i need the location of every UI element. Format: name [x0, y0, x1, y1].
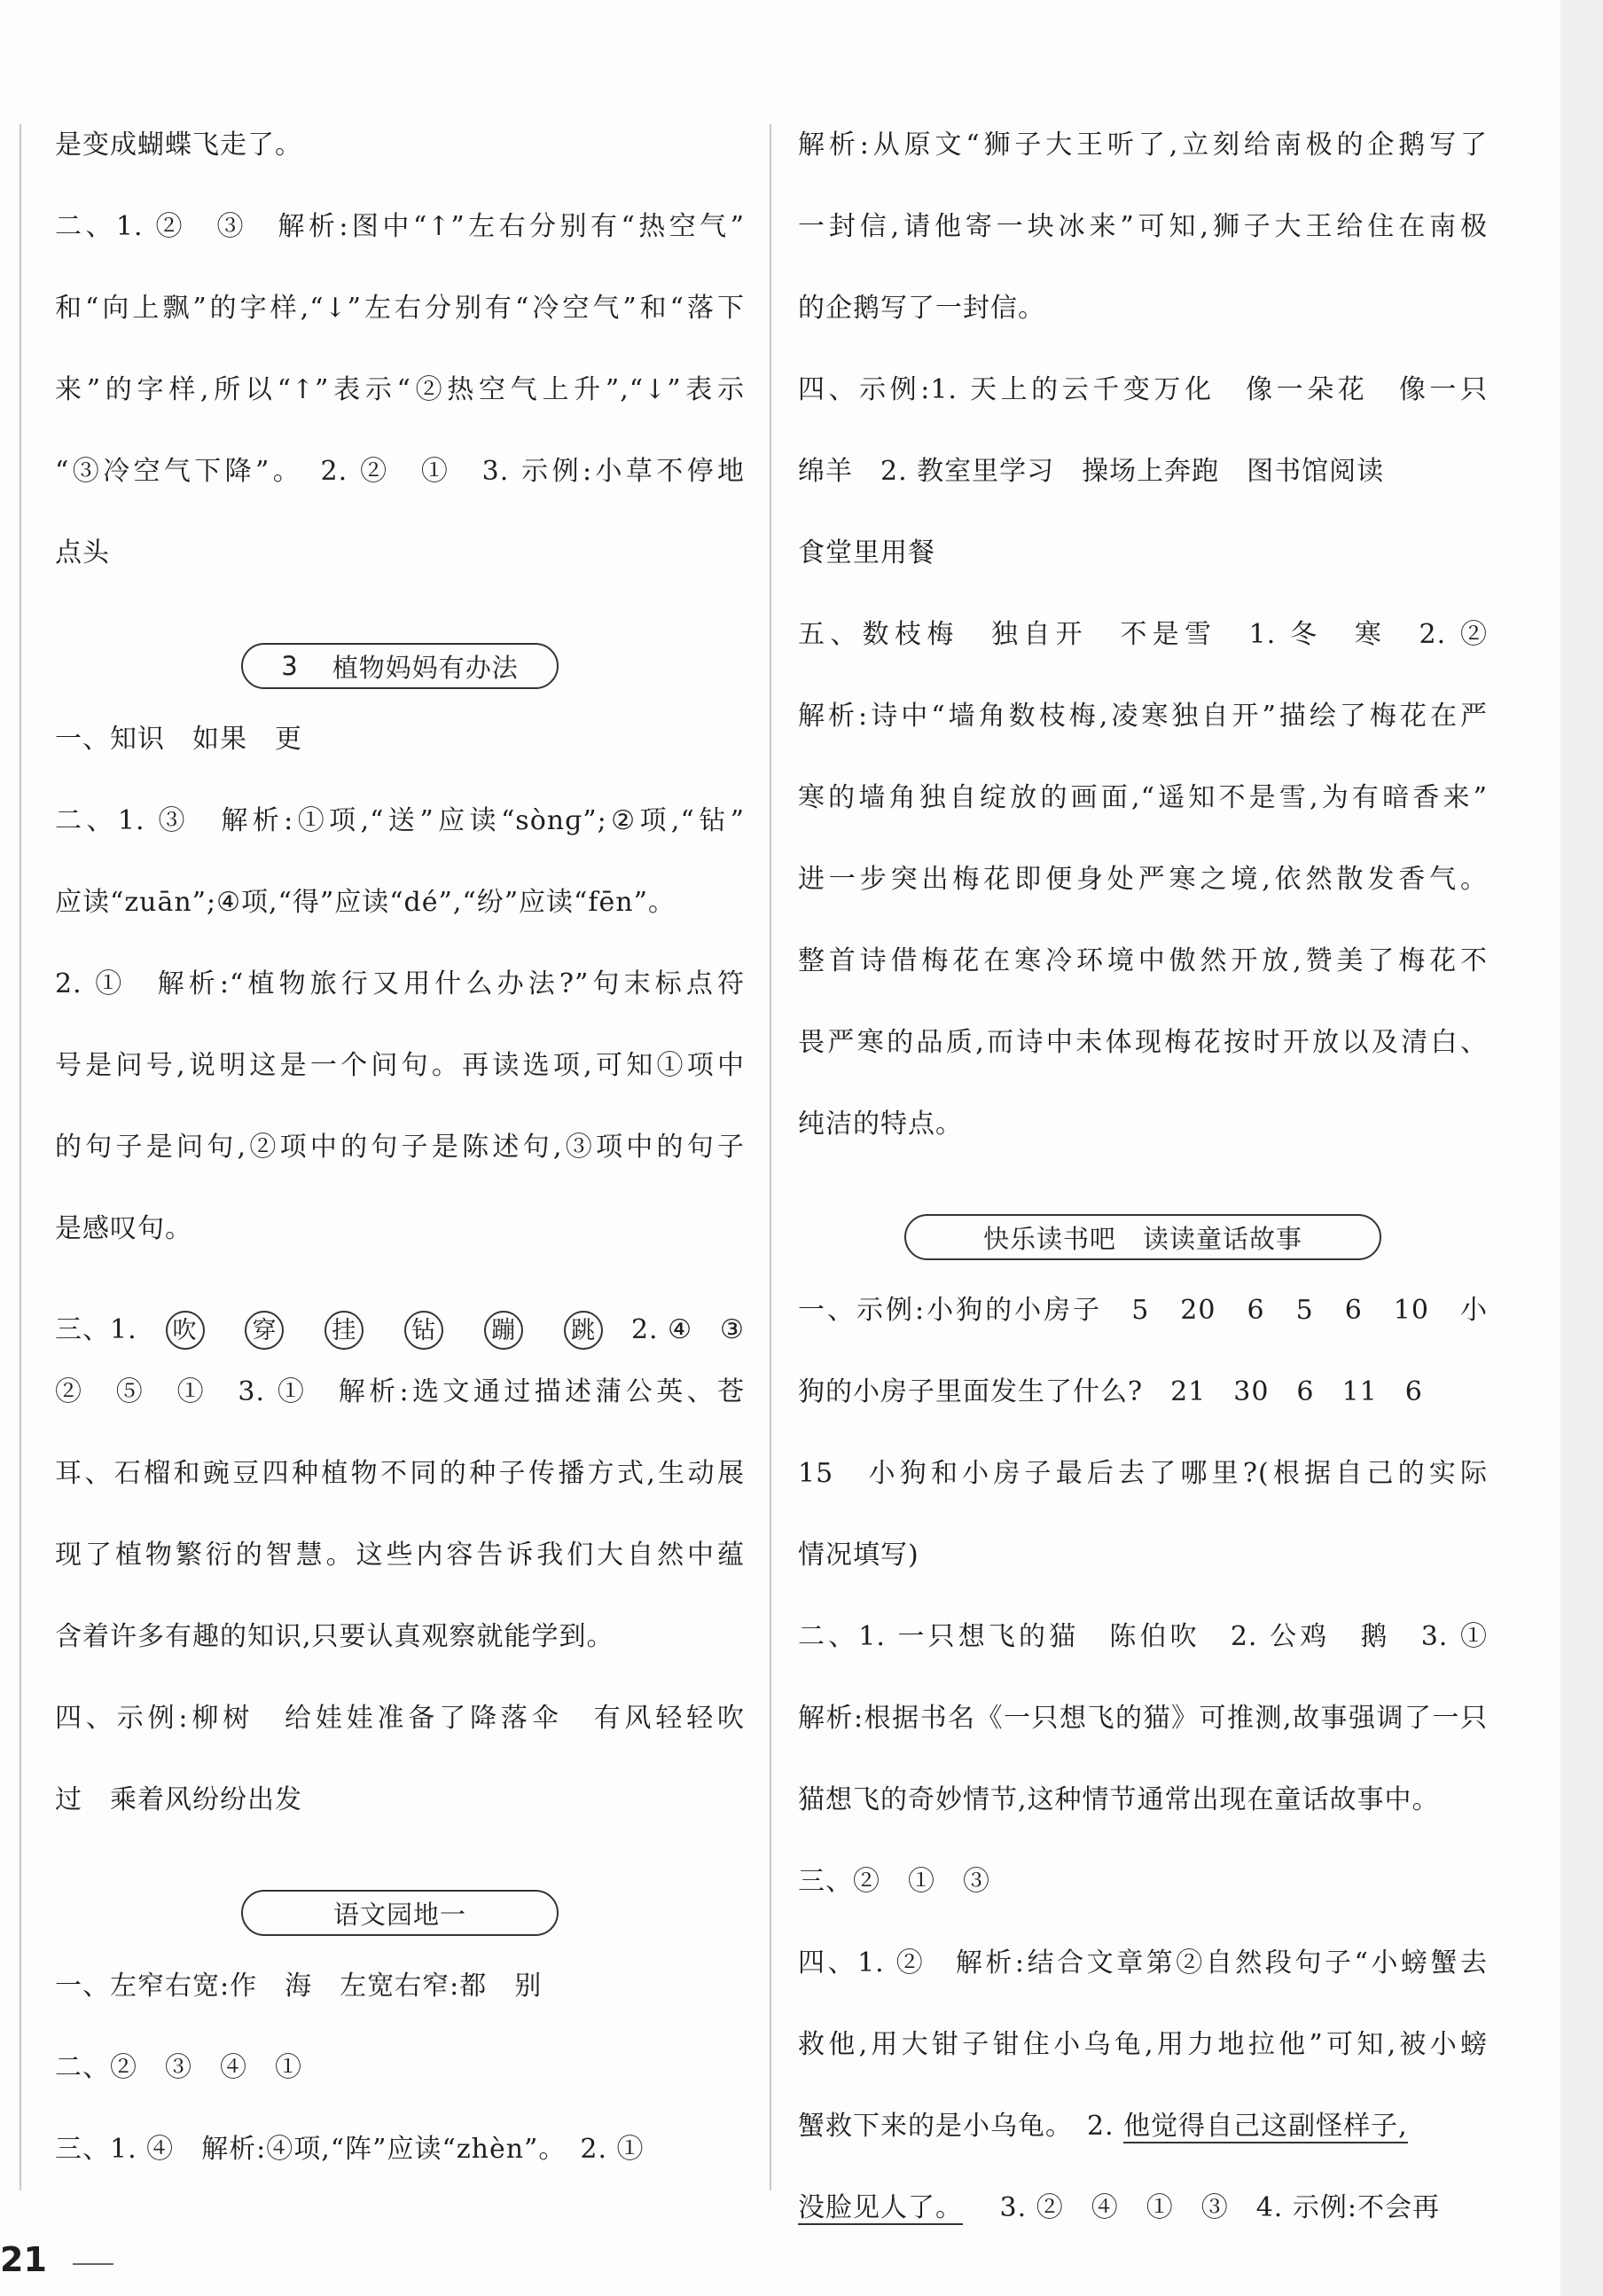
right-column [798, 124, 1488, 2269]
text-line: 是感叹句。 [55, 1213, 192, 1244]
left-margin-rule [20, 124, 21, 2190]
text-line: 过 乘着风纷纷出发 [55, 1784, 302, 1815]
text-line: 含着许多有趣的知识,只要认真观察就能学到。 [55, 1621, 614, 1652]
text-line-prefix: 三、1. [55, 1314, 137, 1345]
text-line: 一、示例:小狗的小房子 5 20 6 5 6 10 小 [798, 1295, 1488, 1326]
circled-answer-line [55, 1289, 745, 1371]
text-line: 情况填写) [798, 1540, 919, 1571]
section-title: 植物妈妈有办法 [332, 652, 519, 683]
text-line: 三、1. ④ 解析:④项,“阵”应读“zhèn”。 2. ① [55, 2134, 645, 2165]
circled-character: 蹦 [484, 1311, 523, 1350]
text-line: 食堂里用餐 [798, 537, 935, 568]
text-line: 2. ① 解析:“植物旅行又用什么办法?”句末标点符 [55, 968, 745, 999]
text-line: 一、左窄右宽:作 海 左宽右窄:都 别 [55, 1971, 543, 2002]
page-number-dash [73, 2263, 113, 2265]
page-number: 21 [0, 2240, 47, 2279]
text-line: 四、1. ② 解析:结合文章第②自然段句子“小螃蟹去 [798, 1947, 1488, 1979]
text-line: 解析:诗中“墙角数枝梅,凌寒独自开”描绘了梅花在严 [798, 701, 1488, 732]
section-heading-wrap [55, 614, 745, 718]
text-span: 蟹救下来的是小乌龟。 2. [798, 2111, 1114, 2142]
circled-character: 挂 [325, 1311, 364, 1350]
text-line: “③冷空气下降”。 2. ② ① 3. 示例:小草不停地 [55, 456, 745, 487]
section-heading [241, 1890, 559, 1936]
text-line [798, 2187, 1488, 2269]
section-number: 3 [281, 651, 299, 681]
text-line: 二、1. 一只想飞的猫 陈伯吹 2. 公鸡 鹅 3. ① [798, 1621, 1488, 1652]
section-title: 语文园地一 [332, 1899, 466, 1930]
text-line: 二、1. ② ③ 解析:图中“↑”左右分别有“热空气” [55, 211, 745, 242]
section-heading-wrap [798, 1185, 1488, 1289]
section-heading [904, 1214, 1381, 1260]
text-line: 来”的字样,所以“↑”表示“②热空气上升”,“↓”表示 [55, 374, 745, 405]
text-line: 解析:从原文“狮子大王听了,立刻给南极的企鹅写了 [798, 129, 1488, 161]
text-line: 的句子是问句,②项中的句子是陈述句,③项中的句子 [55, 1132, 745, 1163]
text-span: 3. ② ④ ① ③ 4. 示例:不会再 [972, 2192, 1440, 2223]
text-line: 狗的小房子里面发生了什么? 21 30 6 11 6 [798, 1376, 1423, 1407]
circled-character: 跳 [564, 1311, 603, 1350]
underlined-answer: 没脸见人了。 [798, 2192, 963, 2223]
circled-character: 钻 [404, 1311, 443, 1350]
text-line: 现了植物繁衍的智慧。这些内容告诉我们大自然中蕴 [55, 1540, 745, 1571]
text-line: 纯洁的特点。 [798, 1109, 963, 1140]
text-line: 三、② ① ③ [798, 1866, 990, 1897]
text-line: 救他,用大钳子钳住小乌龟,用力地拉他”可知,被小螃 [798, 2029, 1488, 2060]
left-column [55, 124, 745, 2210]
text-line-suffix: 2. ④ ③ [630, 1314, 745, 1345]
text-line: 和“向上飘”的字样,“↓”左右分别有“冷空气”和“落下 [55, 293, 745, 324]
text-line: 寒的墙角独自绽放的画面,“遥知不是雪,为有暗香来” [798, 782, 1488, 813]
text-line: 是变成蝴蝶飞走了。 [55, 129, 302, 161]
text-line: ② ⑤ ① 3. ① 解析:选文通过描述蒲公英、苍 [55, 1376, 745, 1407]
circled-character: 穿 [245, 1311, 284, 1350]
section-heading [241, 643, 559, 689]
text-line: 二、1. ③ 解析:①项,“送”应读“sònɡ”;②项,“钻” [55, 805, 745, 836]
text-line [798, 2105, 1488, 2187]
text-line: 耳、石榴和豌豆四种植物不同的种子传播方式,生动展 [55, 1458, 745, 1489]
section-heading-wrap [55, 1861, 745, 1965]
text-line: 猫想飞的奇妙情节,这种情节通常出现在童话故事中。 [798, 1784, 1440, 1815]
text-line: 15 小狗和小房子最后去了哪里?(根据自己的实际 [798, 1458, 1488, 1489]
text-line: 应读“zuān”;④项,“得”应读“dé”,“纷”应读“fēn”。 [55, 887, 676, 918]
text-line: 一封信,请他寄一块冰来”可知,狮子大王给住在南极 [798, 211, 1488, 242]
text-line: 进一步突出梅花即便身处严寒之境,依然散发香气。 [798, 864, 1488, 895]
section-title: 快乐读书吧 读读童话故事 [982, 1223, 1302, 1254]
text-line: 整首诗借梅花在寒冷环境中傲然开放,赞美了梅花不 [798, 945, 1488, 976]
text-line: 绵羊 2. 教室里学习 操场上奔跑 图书馆阅读 [798, 456, 1385, 487]
text-line: 四、示例:1. 天上的云千变万化 像一朵花 像一只 [798, 374, 1488, 405]
text-line: 四、示例:柳树 给娃娃准备了降落伞 有风轻轻吹 [55, 1703, 745, 1734]
text-line: 畏严寒的品质,而诗中未体现梅花按时开放以及清白、 [798, 1027, 1488, 1058]
column-divider [770, 124, 771, 2190]
text-line: 的企鹅写了一封信。 [798, 293, 1045, 324]
text-line: 解析:根据书名《一只想飞的猫》可推测,故事强调了一只 [798, 1703, 1488, 1734]
page-edge-shadow [1560, 0, 1603, 2296]
text-line: 五、数枝梅 独自开 不是雪 1. 冬 寒 2. ② [798, 619, 1488, 650]
underlined-answer: 他觉得自己这副怪样子, [1123, 2111, 1408, 2142]
text-line: 号是问号,说明这是一个问句。再读选项,可知①项中 [55, 1050, 745, 1081]
text-line: 一、知识 如果 更 [55, 724, 302, 755]
text-line: 点头 [55, 537, 110, 568]
text-line: 二、② ③ ④ ① [55, 2052, 302, 2083]
circled-character: 吹 [166, 1311, 205, 1350]
